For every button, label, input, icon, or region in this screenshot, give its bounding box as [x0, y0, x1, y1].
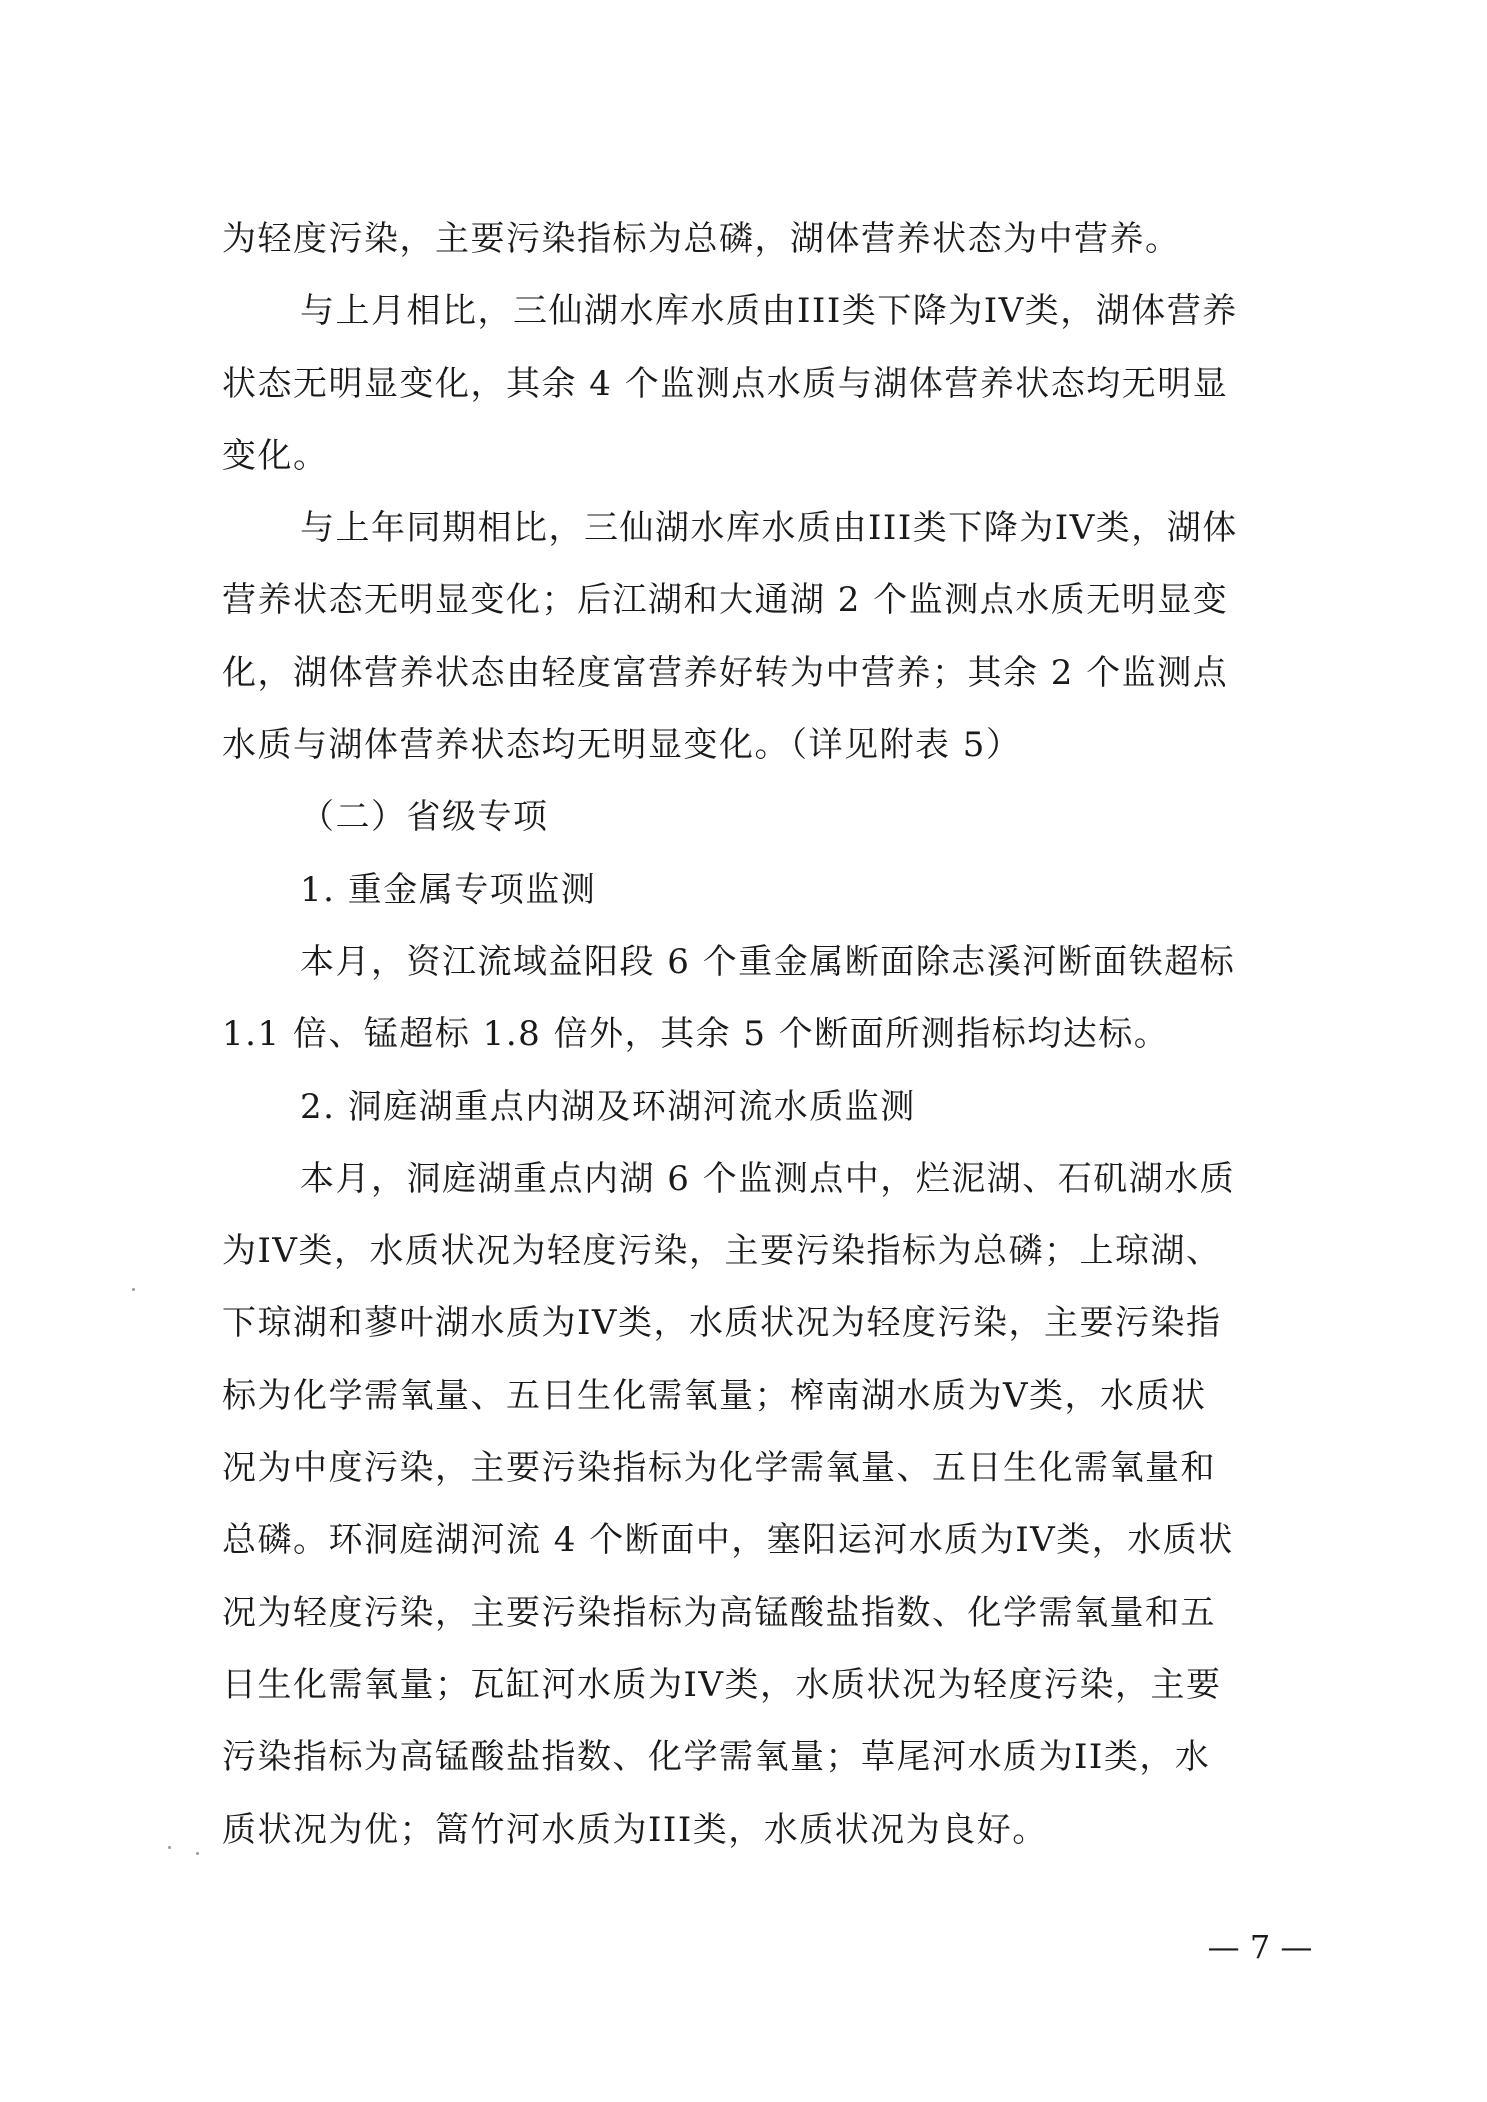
text-line: 水质与湖体营养状态均无明显变化。（详见附表 5） [222, 725, 1022, 766]
paragraph-dongting [222, 1143, 1317, 1866]
subsection-heading-dongting [222, 1071, 1317, 1143]
paragraph-continuation [222, 203, 1317, 275]
text-line: 化，湖体营养状态由轻度富营养好转为中营养；其余 2 个监测点 [222, 652, 1229, 693]
text-line: 与上年同期相比，三仙湖水库水质由III类下降为IV类，湖体 [300, 508, 1238, 549]
scan-artifact [132, 1288, 135, 1291]
scan-artifact [168, 1846, 171, 1849]
body-text [222, 203, 1317, 1866]
text-line: 与上月相比，三仙湖水库水质由III类下降为IV类，湖体营养 [300, 291, 1238, 332]
text-line: 况为轻度污染，主要污染指标为高锰酸盐指数、化学需氧量和五 [222, 1592, 1216, 1633]
text-line: 1.1 倍、锰超标 1.8 倍外，其余 5 个断面所测指标均达标。 [222, 1014, 1170, 1055]
paragraph-monthly-comparison [222, 275, 1317, 492]
text-line: 为轻度污染，主要污染指标为总磷，湖体营养状态为中营养。 [222, 219, 1181, 259]
scan-artifact [196, 1852, 199, 1855]
section-heading: （二）省级专项 [300, 797, 549, 838]
text-line: 营养状态无明显变化；后江湖和大通湖 2 个监测点水质无明显变 [222, 580, 1229, 621]
text-line: 本月，洞庭湖重点内湖 6 个监测点中，烂泥湖、石矶湖水质 [300, 1158, 1236, 1199]
text-line: 况为中度污染，主要污染指标为化学需氧量、五日生化需氧量和 [222, 1448, 1216, 1489]
page-number: — 7 — [1207, 1928, 1313, 1966]
text-line: 下琼湖和蓼叶湖水质为IV类，水质状况为轻度污染，主要污染指 [222, 1303, 1222, 1344]
paragraph-yearly-comparison [222, 492, 1317, 781]
text-line: 本月，资江流域益阳段 6 个重金属断面除志溪河断面铁超标 [300, 941, 1236, 982]
text-line: 为IV类，水质状况为轻度污染，主要污染指标为总磷；上琼湖、 [222, 1231, 1222, 1272]
text-line: 日生化需氧量；瓦缸河水质为IV类，水质状况为轻度污染，主要 [222, 1664, 1222, 1705]
subsection-heading-heavy-metal [222, 854, 1317, 926]
text-line: 污染指标为高锰酸盐指数、化学需氧量；草尾河水质为II类，水 [222, 1737, 1211, 1778]
text-line: 变化。 [222, 435, 329, 476]
text-line: 总磷。环洞庭湖河流 4 个断面中，塞阳运河水质为IV类，水质状 [222, 1520, 1234, 1561]
text-line: 质状况为优；篙竹河水质为III类，水质状况为良好。 [222, 1809, 1048, 1850]
section-heading-provincial [222, 781, 1317, 853]
subsection-heading: 2. 洞庭湖重点内湖及环湖河流水质监测 [300, 1086, 916, 1127]
text-line: 标为化学需氧量、五日生化需氧量；榨南湖水质为V类，水质状 [222, 1375, 1207, 1416]
paragraph-heavy-metal [222, 926, 1317, 1071]
text-line: 状态无明显变化，其余 4 个监测点水质与湖体营养状态均无明显 [222, 363, 1229, 404]
subsection-heading: 1. 重金属专项监测 [300, 869, 597, 910]
